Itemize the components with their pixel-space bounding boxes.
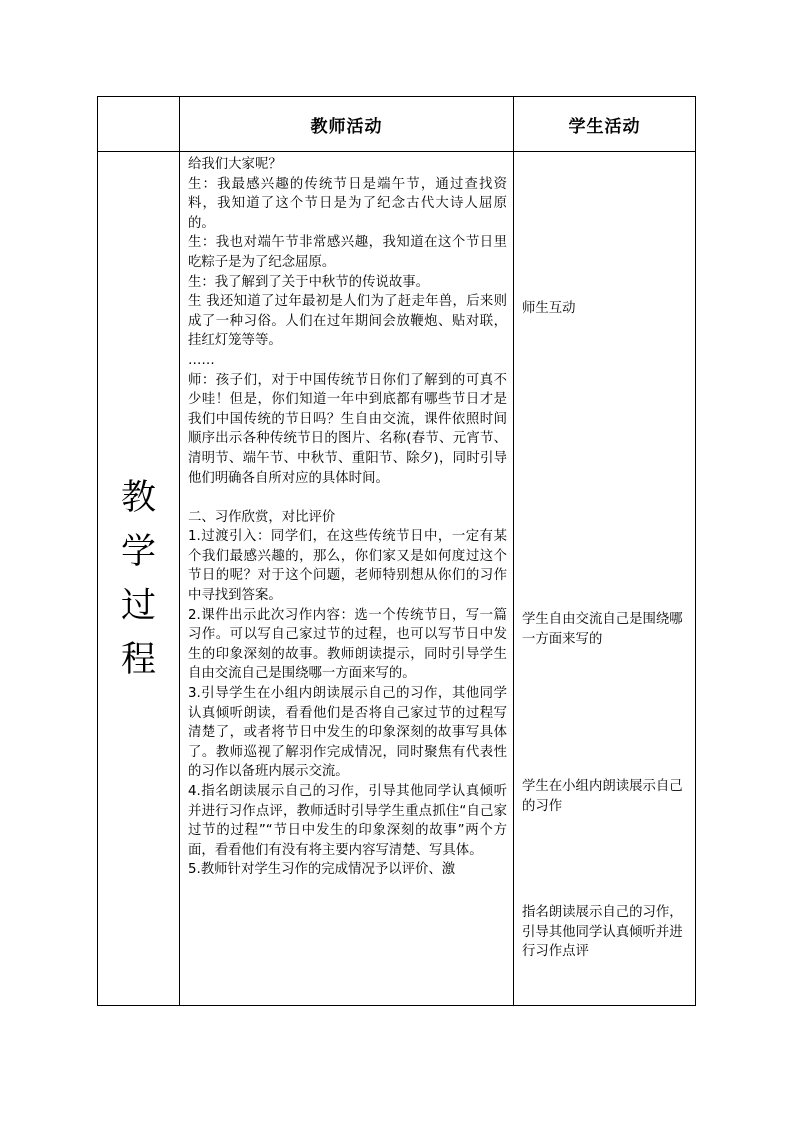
teacher-paragraph: 1.过渡引入：同学们，在这些传统节日中，一定有某个我们最感兴趣的，那么，你们家又是如何度过这个节日的呢？对于这个问题，老师特别想从你们的习作中寻找到答案。	[188, 529, 507, 604]
teacher-activity-text	[180, 152, 513, 880]
teacher-paragraph: ……	[188, 352, 215, 368]
teacher-paragraph: 2.课件出示此次习作内容：选一个传统节日，写一篇习作。可以写自己家过节的过程，也可以写节日中发生的印象深刻的故事。教师朗读提示，同时引导学生自由交流自己是围绕哪一方面来写的。	[188, 607, 507, 682]
header-student-cell	[514, 97, 696, 152]
section-subheading: 二、习作欣赏，对比评价	[188, 509, 336, 525]
header-empty-cell	[98, 97, 180, 152]
section-label-cell	[98, 152, 180, 1006]
teacher-activity-heading: 教师活动	[310, 116, 383, 137]
teacher-paragraph: 给我们大家呢？	[188, 157, 282, 172]
table-header-row	[98, 97, 696, 152]
section-label-char: 程	[120, 639, 156, 680]
section-label-char: 过	[120, 585, 156, 626]
teacher-paragraph: 4.指名朗读展示自己的习作，引导其他同学认真倾听并进行习作点评，教师适时引导学生重点抓住“自己家过节的过程”“节日中发生的印象深刻的故事”两个方面，看看他们有没有将主要内容写清楚、写具体。	[188, 784, 507, 858]
teaching-process-row	[98, 152, 696, 1006]
section-label-char: 学	[120, 531, 156, 572]
teacher-activity-cell	[180, 152, 514, 1006]
teacher-paragraph: 3.引导学生在小组内朗读展示自己的习作，其他同学认真倾听朗读，看看他们是否将自己家过节的过程写清楚了，或者将节日中发生的印象深刻的故事写具体了。教师巡视了解羽作完成情况，同时聚焦有代表性的习作以备班内展示交流。	[188, 686, 507, 780]
student-note: 指名朗读展示自己的习作，引导其他同学认真倾听并进行习作点评	[522, 905, 683, 960]
teacher-paragraph: 生：我了解到了关于中秋节的传说故事。	[188, 274, 430, 290]
blank-line	[188, 488, 507, 508]
teaching-process-label	[98, 471, 179, 687]
teacher-paragraph: 生：我也对端午节非常感兴趣，我知道在这个节日里吃粽子是为了纪念屈原。	[188, 235, 507, 270]
student-activity-cell	[514, 152, 696, 1006]
section-label-char: 教	[120, 477, 156, 518]
header-teacher-cell	[180, 97, 514, 152]
teacher-paragraph: 师：孩子们，对于中国传统节日你们了解到的可真不少哇！但是，你们知道一年中到底都有哪些节日才是我们中国传统的节日吗？生自由交流，课件依照时间顺序出示各种传统节日的图片、名称(春节、元宵节、清明节、端午节、中秋节、重阳节、除夕)，同时引导他们明确各自所对应的具体时间。	[188, 372, 507, 486]
student-note: 师生互动	[522, 301, 576, 316]
teacher-paragraph: 5.教师针对学生习作的完成情况予以评价、激	[188, 862, 456, 878]
lesson-plan-table	[97, 96, 696, 1006]
student-note: 学生在小组内朗读展示自己的习作	[522, 779, 683, 814]
teacher-paragraph: 生：我最感兴趣的传统节日是端午节，通过查找资料，我知道了这个节日是为了纪念古代大诗人屈原的。	[188, 176, 507, 231]
student-activity-heading: 学生活动	[568, 116, 641, 137]
teacher-paragraph: 生 我还知道了过年最初是人们为了赶走年兽，后来则成了一种习俗。人们在过年期间会放鞭炮、贴对联，挂红灯笼等等。	[188, 294, 507, 349]
student-note: 学生自由交流自己是围绕哪一方面来写的	[522, 612, 683, 647]
